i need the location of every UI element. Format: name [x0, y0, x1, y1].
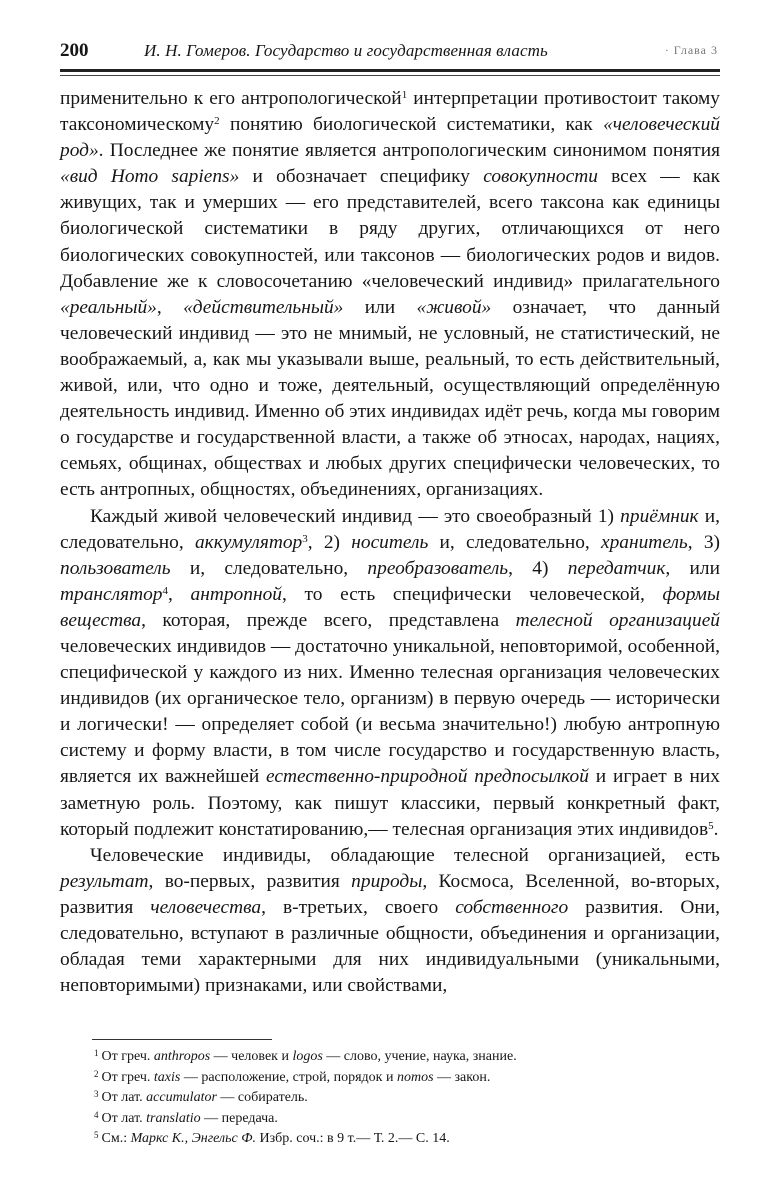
- footnote-number: 4: [94, 1109, 99, 1120]
- footnote-term: taxis: [153, 1069, 181, 1085]
- paragraph-2: [60, 504, 720, 843]
- text-run: и, следовательно,: [170, 557, 368, 579]
- italic-term: приёмник: [620, 505, 699, 527]
- footnote-term: Маркс К., Энгельс Ф.: [130, 1131, 256, 1146]
- footnote-4: [94, 1109, 714, 1130]
- footnote-text: От лат.: [101, 1090, 147, 1105]
- italic-term: «человеческий род»: [60, 114, 720, 162]
- footnote-3: [94, 1088, 714, 1109]
- text-run: , 4): [508, 557, 568, 579]
- page-number: 200: [60, 40, 89, 61]
- italic-term: совокупности: [483, 166, 598, 188]
- italic-term: естественно-природной предпосылкой: [266, 766, 589, 788]
- footnote-term: translatio: [146, 1110, 201, 1126]
- italic-term: хранитель: [601, 531, 688, 553]
- page-header: [60, 38, 718, 68]
- italic-term: «вид Homo sapiens»: [60, 166, 240, 188]
- text-run: и обозначает специфику: [239, 166, 484, 188]
- text-run: понятию биологической систематики, как: [219, 114, 604, 136]
- running-title: И. Н. Гомеров. Государство и государственная власть: [144, 41, 548, 60]
- text-run: развития. Они, следовательно, вступают в различные общности, объединения и организации, обладая теми характерными для них индивидуальными (уникальными, неповторимыми) признаками, или свойствами,: [60, 896, 720, 997]
- footnote-number: 2: [94, 1068, 99, 1079]
- italic-term: телесной организацией: [515, 609, 720, 631]
- text-run: , Космоса, Вселенной, во-вторых, развития: [60, 870, 720, 918]
- italic-term: человечества: [150, 896, 262, 918]
- italic-term: антропной: [190, 583, 282, 605]
- footnote-text: — слово, учение, наука, знание.: [322, 1049, 517, 1064]
- footnote-term: accumulator: [146, 1090, 217, 1105]
- footnote-5: [94, 1129, 714, 1150]
- italic-term: транслятор: [60, 583, 163, 605]
- body-text: [60, 86, 720, 999]
- text-run: Человеческие индивиды, обладающие телесной организацией, есть: [90, 844, 720, 866]
- text-run: , в-третьих, своего: [261, 896, 456, 918]
- footnote-1: [94, 1047, 714, 1068]
- italic-term: аккумулятор: [194, 531, 303, 553]
- footnote-2: [94, 1068, 714, 1089]
- text-run: , 3): [687, 531, 720, 553]
- italic-term: «живой»: [416, 296, 492, 318]
- text-run: ,: [167, 583, 191, 605]
- footnote-text: См.:: [101, 1131, 131, 1146]
- footnote-text: — человек и: [210, 1049, 293, 1064]
- footnote-text: — закон.: [433, 1069, 491, 1085]
- text-run: . Последнее же понятие является антропологическим синонимом понятия: [98, 140, 720, 162]
- text-run: человеческих индивидов — достаточно уникальной, неповторимой, особенной, специфической у каждого из них. Именно телесная организация человеческих индивидов (их органическое тело, организм) в первую очередь — исторически и логически! — определяет собой (и весьма значительно!) любую антропную систему и форму власти, в том числе государство и государственную власть, является их важнейшей: [60, 635, 720, 788]
- text-run: , которая, прежде всего, представлена: [141, 609, 516, 631]
- footnote-ref: 4: [162, 584, 168, 597]
- footnotes: [94, 1047, 714, 1150]
- footnote-ref: 3: [302, 532, 308, 545]
- text-run: ,: [156, 296, 184, 318]
- italic-term: собственного: [455, 896, 569, 918]
- footnote-text: — расположение, строй, порядок и: [180, 1069, 397, 1085]
- text-run: означает, что данный человеческий индивид — это не мнимый, не условный, не статистический, не воображаемый, а, как мы указывали выше, реальный, то есть действительный, живой, или, что одно и тоже, деятельный, осуществляющий определённую деятельность индивид. Именно об этих индивидах идёт речь, когда мы говорим о государстве и государственной власти, а также об этносах, народах, нациях, семьях, общинах, обществах и любых других специфически человеческих, то есть антропных, общностях, объединениях, организациях.: [60, 296, 720, 501]
- text-run: или: [343, 296, 417, 318]
- paragraph-3: [60, 843, 720, 1000]
- footnote-text: Избр. соч.: в 9 т.— Т. 2.— С. 14.: [255, 1131, 450, 1146]
- footnote-number: 5: [94, 1130, 99, 1140]
- footnote-term: anthropos: [153, 1049, 211, 1064]
- text-run: , 2): [307, 531, 352, 553]
- italic-term: носитель: [351, 531, 429, 553]
- text-run: и играет в них заметную роль. Поэтому, как пишут классики, первый конкретный факт, который подлежит констатированию,— телесная организация этих индивидов: [60, 766, 720, 840]
- text-run: и, следовательно,: [428, 531, 601, 553]
- running-head-right: · Глава 3: [664, 43, 718, 57]
- footnote-text: От греч.: [101, 1049, 154, 1064]
- italic-term: результат: [60, 870, 149, 892]
- text-run: всех — как живущих, так и умерших — его представителей, всего таксона как единицы биологической систематики в ряду других, отличающихся от него биологических совокупностей, или таксонов — биологических родов и видов. Добавление же к словосочетанию «человеческий индивид» прилагательного: [60, 166, 720, 292]
- footnote-ref: 1: [401, 89, 408, 101]
- footnote-ref: 2: [214, 115, 220, 128]
- italic-term: природы: [351, 870, 423, 892]
- footnote-ref: 5: [708, 819, 714, 832]
- footnote-text: От греч.: [101, 1069, 154, 1085]
- footnote-text: От лат.: [101, 1110, 147, 1126]
- italic-term: передатчик: [567, 557, 666, 579]
- text-run: интерпретации противостоит такому таксономическому: [60, 88, 720, 136]
- text-run: , то есть специфически человеческой,: [281, 583, 663, 605]
- italic-term: преобразователь: [367, 557, 509, 579]
- italic-term: пользователь: [60, 557, 171, 579]
- text-run: .: [713, 818, 719, 840]
- footnote-rule: [92, 1039, 272, 1040]
- header-rule-thin: [60, 75, 720, 76]
- footnote-term: logos: [292, 1049, 323, 1064]
- footnote-text: — собиратель.: [216, 1090, 308, 1105]
- footnote-number: 1: [94, 1048, 99, 1058]
- footnote-number: 3: [94, 1089, 99, 1099]
- header-rule-thick: [60, 69, 720, 72]
- italic-term: «действительный»: [183, 296, 344, 318]
- italic-term: формы вещества: [60, 583, 720, 631]
- footnote-text: — передача.: [200, 1110, 278, 1126]
- text-run: , во-первых, развития: [148, 870, 352, 892]
- text-run: , или: [665, 557, 720, 579]
- paragraph-1: [60, 86, 720, 504]
- italic-term: «реальный»: [60, 296, 157, 318]
- footnote-term: nomos: [396, 1069, 434, 1085]
- text-run: Каждый живой человеческий индивид — это своеобразный 1): [90, 505, 621, 527]
- text-run: и, следовательно,: [60, 505, 720, 553]
- text-run: применительно к его антропологической: [60, 88, 402, 109]
